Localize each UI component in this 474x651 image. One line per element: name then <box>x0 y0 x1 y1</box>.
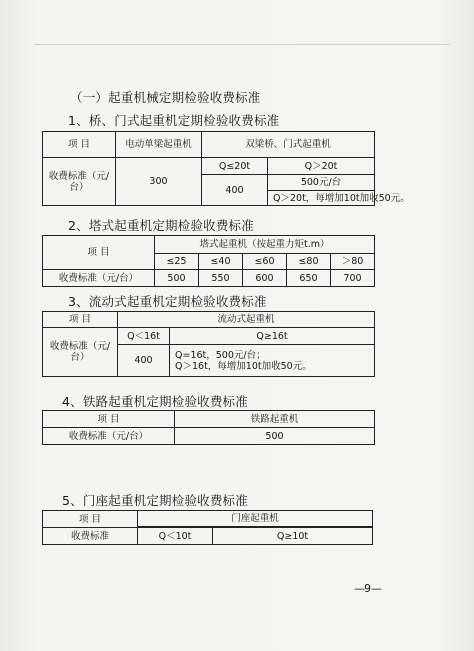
price-lt16: 400 <box>118 345 170 377</box>
price-gt20-base: 500元/台 <box>268 175 375 191</box>
fee-label: 收费标准（元/台） <box>43 428 175 445</box>
table2-title: 2、塔式起重机定期检验收费标准 <box>68 218 254 233</box>
moment-range-header: ≤60 <box>243 254 287 270</box>
fee-label: 收费标准（元/台） <box>43 328 118 377</box>
railway-crane-header: 铁路起重机 <box>175 411 375 428</box>
item-header: 项 目 <box>43 132 116 158</box>
mobile-crane-fee-table <box>42 311 375 377</box>
moment-range-header: ≤25 <box>155 254 199 270</box>
capacity-lt10-header: Q＜10t <box>138 528 213 545</box>
item-header: 项 目 <box>43 312 118 328</box>
table5-title: 5、门座起重机定期检验收费标准 <box>62 493 248 508</box>
item-header: 项 目 <box>43 511 138 528</box>
portal-crane-header: 门座起重机 <box>138 511 373 527</box>
top-rule <box>34 44 450 45</box>
capacity-lt16-header: Q＜16t <box>118 328 170 345</box>
railway-crane-fee-table <box>42 410 375 445</box>
item-header: 项 目 <box>43 411 175 428</box>
section-title: （一）起重机械定期检验收费标准 <box>70 90 261 105</box>
item-header: 项 目 <box>43 236 155 270</box>
moment-range-header: ≤40 <box>199 254 243 270</box>
table1-title: 1、桥、门式起重机定期检验收费标准 <box>68 113 280 128</box>
price-gt20-extra: Q＞20t，每增加10t加收50元。 <box>268 191 375 206</box>
price-cell: 550 <box>199 270 243 287</box>
bridge-crane-fee-table <box>42 131 410 206</box>
railway-price: 500 <box>175 428 375 445</box>
price-le20: 400 <box>202 175 268 206</box>
capacity-ge16-header: Q≥16t <box>170 328 375 345</box>
portal-crane-fee-table <box>42 510 373 545</box>
moment-range-header: ＞80 <box>331 254 375 270</box>
fee-label: 收费标准（元/台） <box>43 158 116 206</box>
capacity-ge10-header: Q≥10t <box>213 528 373 545</box>
table3-title: 3、流动式起重机定期检验收费标准 <box>68 294 267 309</box>
capacity-le20-header: Q≤20t <box>202 158 268 175</box>
single-beam-price: 300 <box>116 158 202 206</box>
price-ge16-line2: Q＞16t，每增加10t加收50元。 <box>175 360 312 372</box>
moment-range-header: ≤80 <box>287 254 331 270</box>
price-cell: 500 <box>155 270 199 287</box>
capacity-gt20-header: Q＞20t <box>268 158 375 175</box>
table4-title: 4、铁路起重机定期检验收费标准 <box>62 394 248 409</box>
page-number: —9— <box>354 582 381 595</box>
fee-label: 收费标准（元/台） <box>43 270 155 287</box>
price-cell: 600 <box>243 270 287 287</box>
price-cell: 700 <box>331 270 375 287</box>
price-ge16 <box>170 345 375 377</box>
mobile-crane-header: 流动式起重机 <box>118 312 375 328</box>
tower-crane-header: 塔式起重机（按起重力矩t.m） <box>155 236 375 254</box>
single-beam-header: 电动单梁起重机 <box>116 132 202 158</box>
page-number-value: 9 <box>364 582 371 595</box>
price-ge16-line1: Q=16t，500元/台； <box>175 349 266 361</box>
double-beam-header: 双梁桥、门式起重机 <box>202 132 375 158</box>
price-cell: 650 <box>287 270 331 287</box>
tower-crane-fee-table <box>42 235 375 287</box>
fee-label: 收费标准 <box>43 528 138 545</box>
